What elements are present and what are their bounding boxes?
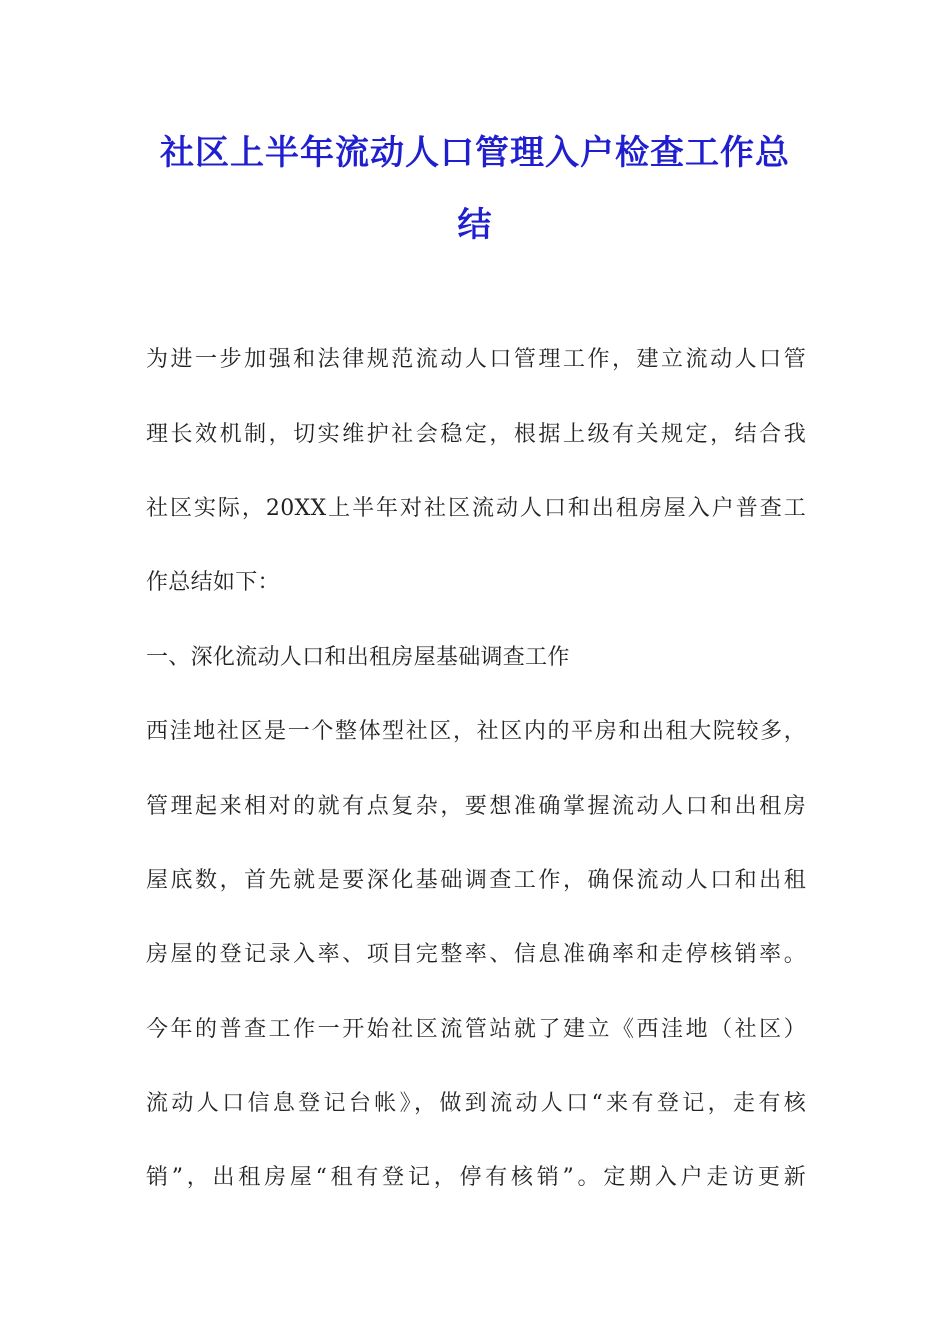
body-line-8: 屋底数，首先就是要深化基础调查工作，确保流动人口和出租 [146, 868, 806, 893]
body-line-9: 房屋的登记录入率、项目完整率、信息准确率和走停核销率。 [146, 942, 806, 967]
body-line-10: 今年的普查工作一开始社区流管站就了建立《西洼地（社区） [146, 1017, 806, 1042]
document-title-line-2: 结 [457, 205, 493, 245]
body-line-1: 为进一步加强和法律规范流动人口管理工作，建立流动人口管 [146, 347, 806, 372]
body-line-7: 管理起来相对的就有点复杂，要想准确掌握流动人口和出租房 [146, 794, 806, 819]
body-line-6: 西洼地社区是一个整体型社区，社区内的平房和出租大院较多， [146, 719, 806, 744]
body-line-2: 理长效机制，切实维护社会稳定，根据上级有关规定，结合我 [146, 422, 806, 447]
document-title-line-1: 社区上半年流动人口管理入户检查工作总 [160, 133, 790, 173]
body-line-3: 社区实际，20XX上半年对社区流动人口和出租房屋入户普查工 [146, 496, 806, 521]
body-line-4: 作总结如下： [146, 570, 280, 595]
body-line-12: 销”，出租房屋“租有登记，停有核销”。定期入户走访更新 [146, 1165, 806, 1190]
section-heading-1: 一、深化流动人口和出租房屋基础调查工作 [146, 645, 570, 670]
body-line-11: 流动人口信息登记台帐》，做到流动人口“来有登记，走有核 [146, 1091, 806, 1116]
